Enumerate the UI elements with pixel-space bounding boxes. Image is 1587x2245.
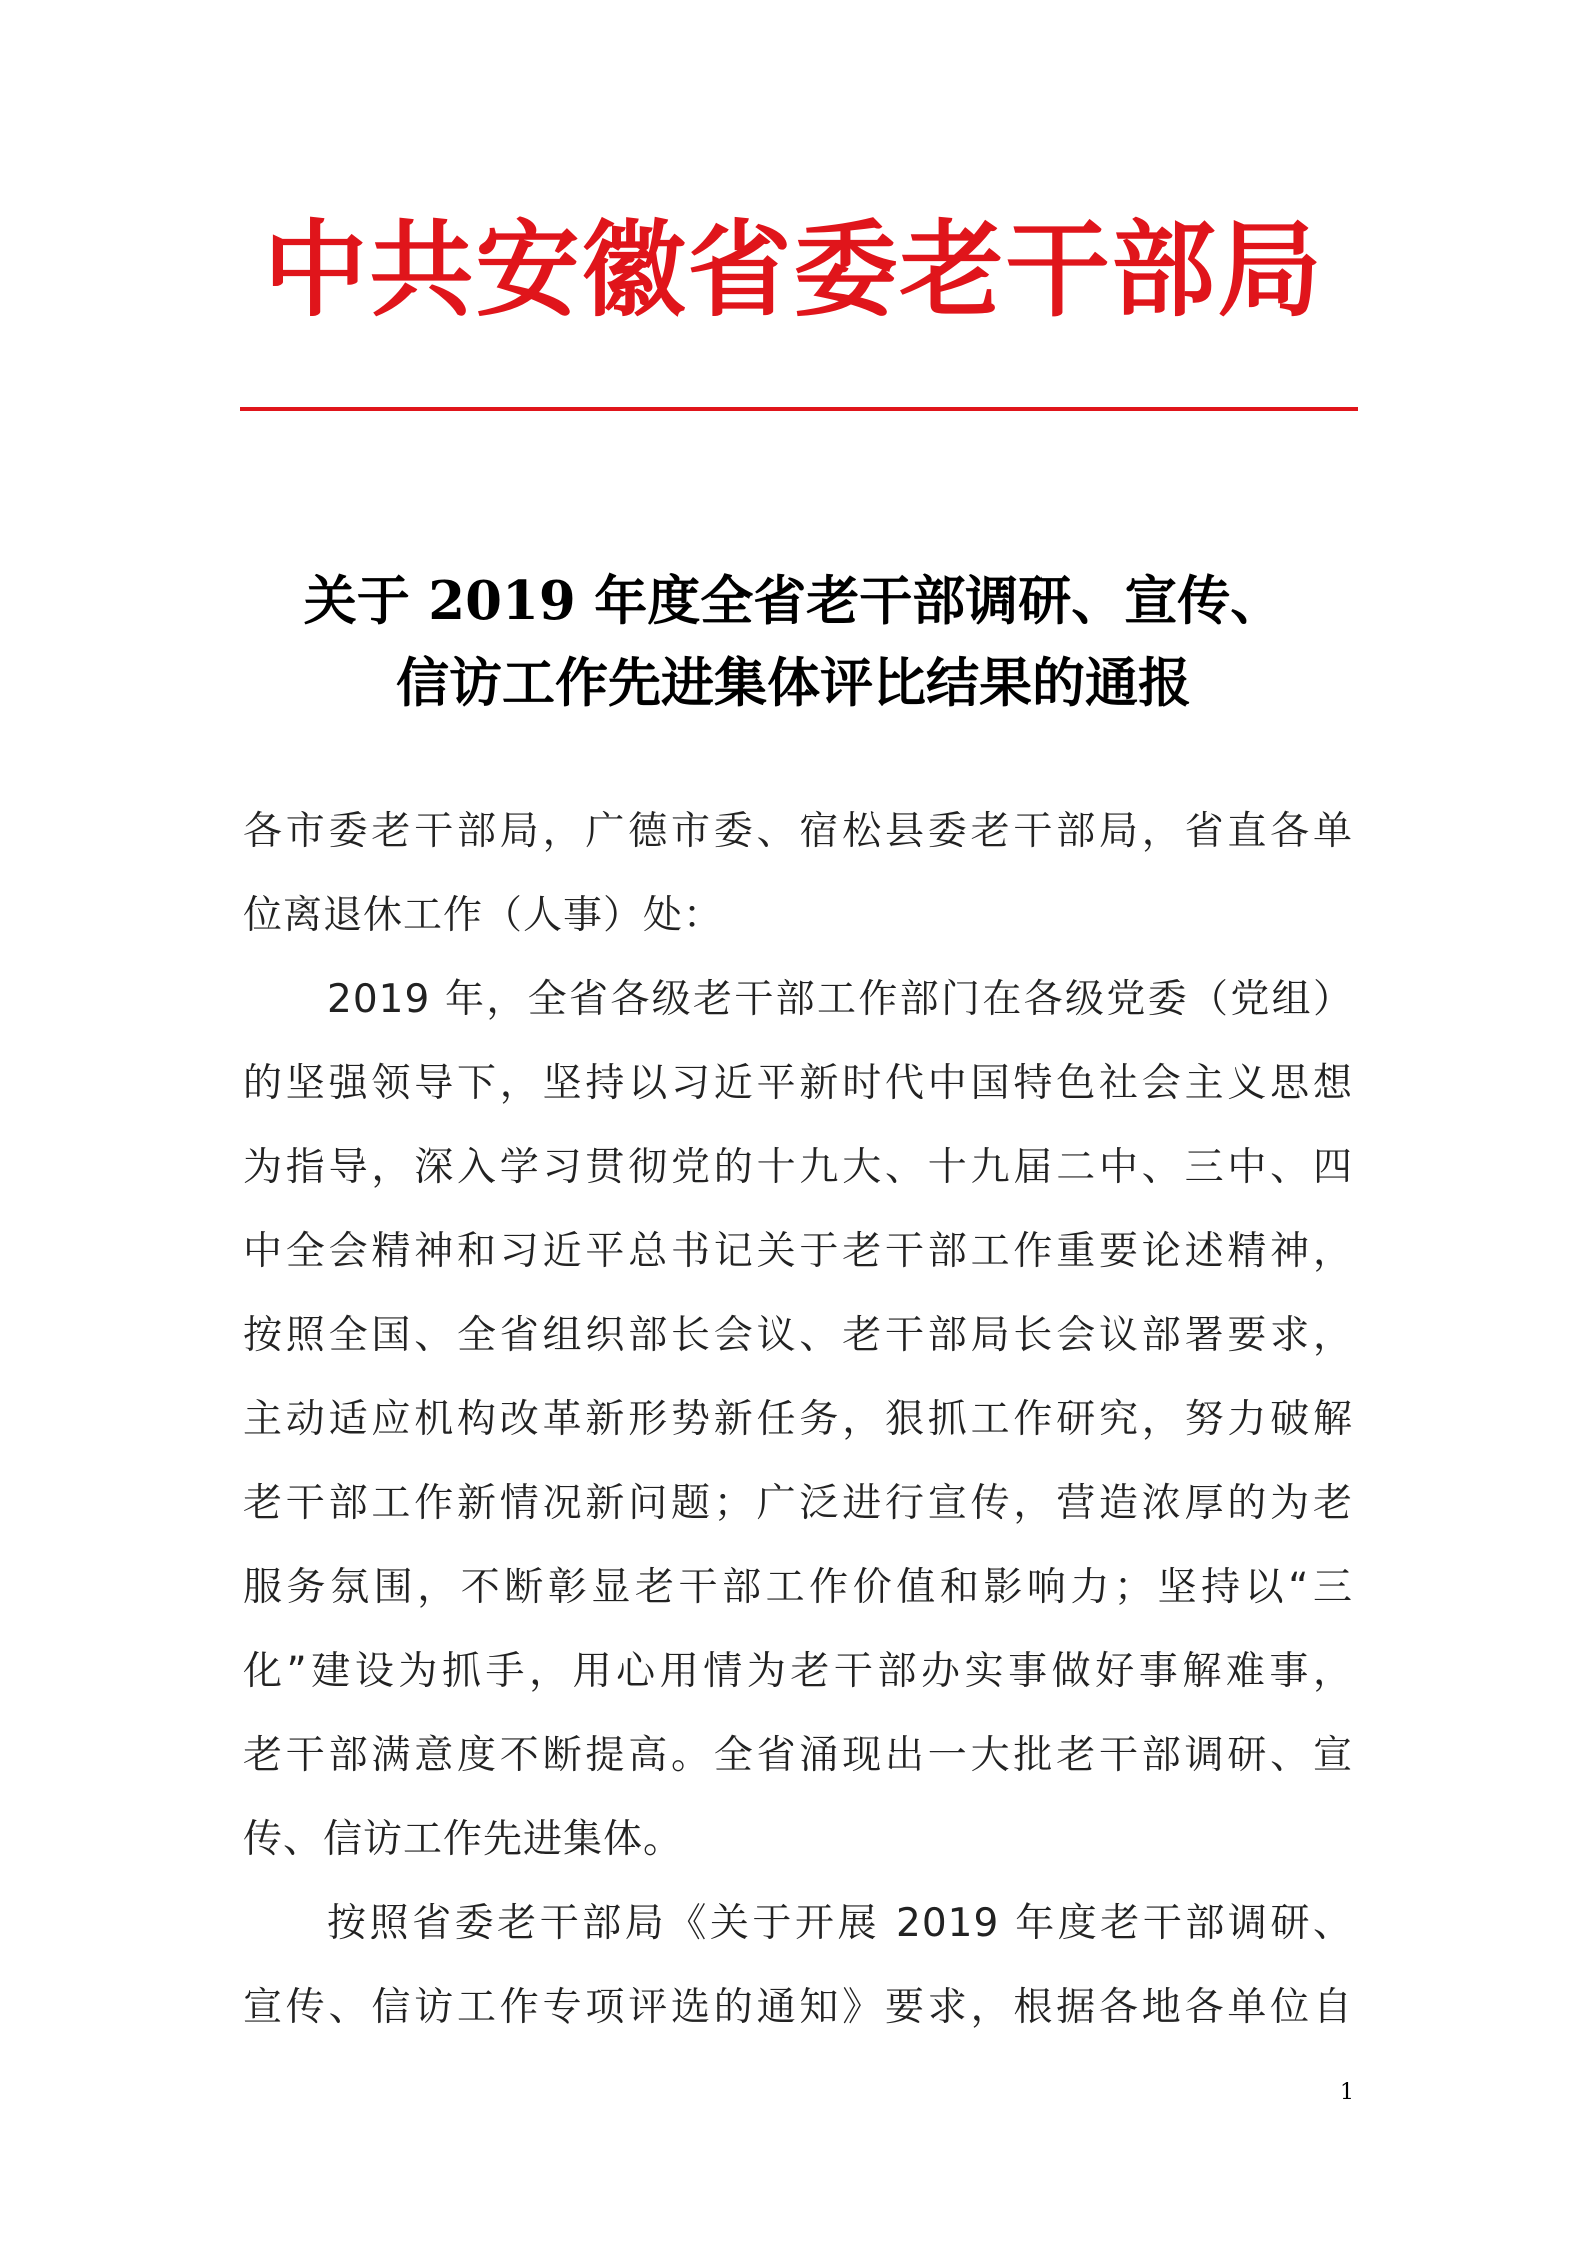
paragraph-1-line: 的坚强领导下，坚持以习近平新时代中国特色社会主义思想 [243,1061,1353,1106]
title-line-2: 信访工作先进集体评比结果的通报 [396,652,1191,714]
paragraph-1-line: 为指导，深入学习贯彻党的十九大、十九届二中、三中、四 [243,1145,1353,1190]
document-title [200,560,1387,724]
paragraph-1-line: 老干部满意度不断提高。全省涌现出一大批老干部调研、宣 [243,1733,1353,1778]
paragraph-2-line: 按照省委老干部局《关于开展 2019 年度老干部调研、 [327,1901,1353,1946]
title-line-1: 关于 2019 年度全省老干部调研、宣传、 [303,570,1284,632]
paragraph-1-line: 按照全国、全省组织部长会议、老干部局长会议部署要求， [243,1313,1353,1358]
paragraph-1-line: 老干部工作新情况新问题；广泛进行宣传，营造浓厚的为老 [243,1481,1353,1526]
paragraph-1-line: 2019 年，全省各级老干部工作部门在各级党委（党组） [327,977,1353,1022]
masthead-red-rule [240,407,1358,411]
masthead-org-name: 中共安徽省委老干部局 [263,208,1324,331]
paragraph-1-line: 传、信访工作先进集体。 [243,1817,684,1862]
page-number: 1 [1340,2080,1354,2105]
salutation-line: 位离退休工作（人事）处： [243,893,724,938]
document-body [243,790,1353,2050]
paragraph-1-line: 化”建设为抓手，用心用情为老干部办实事做好事解难事， [243,1649,1353,1694]
salutation-line: 各市委老干部局，广德市委、宿松县委老干部局，省直各单 [243,809,1353,854]
paragraph-1-line: 主动适应机构改革新形势新任务，狠抓工作研究，努力破解 [243,1397,1353,1442]
paragraph-1-line: 中全会精神和习近平总书记关于老干部工作重要论述精神， [243,1229,1353,1274]
paragraph-2-line: 宣传、信访工作专项评选的通知》要求，根据各地各单位自 [243,1985,1353,2030]
paragraph-1-line: 服务氛围，不断彰显老干部工作价值和影响力；坚持以“三 [243,1565,1353,1610]
